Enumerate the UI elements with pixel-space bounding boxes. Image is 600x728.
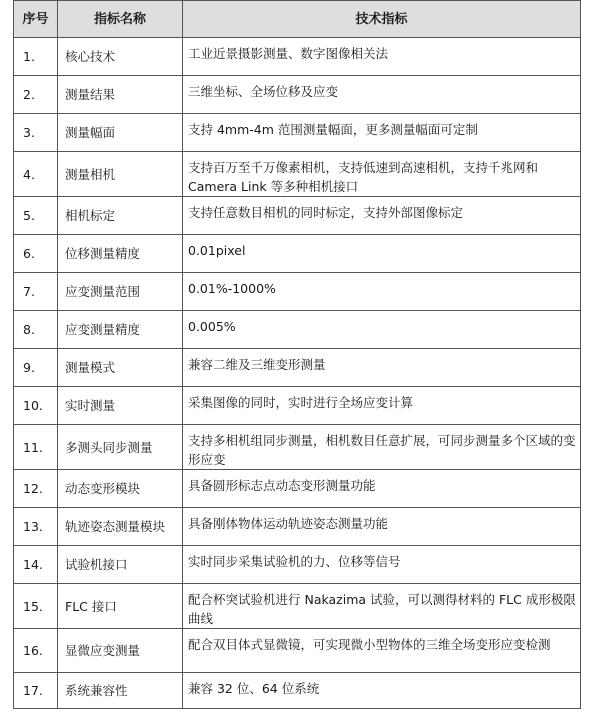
header-name: 指标名称 — [58, 1, 183, 38]
spec-table — [13, 0, 581, 709]
row-value: 兼容 32 位、64 位系统 — [183, 673, 581, 709]
row-number: 8. — [14, 311, 58, 349]
row-value: 支持多相机组同步测量，相机数目任意扩展，可同步测量多个区域的变形应变 — [183, 425, 581, 470]
row-name: 测量幅面 — [58, 114, 183, 152]
row-name: 测量结果 — [58, 76, 183, 114]
row-name: 测量相机 — [58, 152, 183, 197]
row-number: 2. — [14, 76, 58, 114]
row-value: 采集图像的同时，实时进行全场应变计算 — [183, 387, 581, 425]
row-name: FLC 接口 — [58, 584, 183, 629]
row-name: 多测头同步测量 — [58, 425, 183, 470]
row-number: 17. — [14, 673, 58, 709]
row-value: 配合杯突试验机进行 Nakazima 试验，可以测得材料的 FLC 成形极限曲线 — [183, 584, 581, 629]
row-value: 0.01%-1000% — [183, 273, 581, 311]
table-row — [14, 470, 581, 508]
row-name: 显微应变测量 — [58, 629, 183, 673]
table-row — [14, 235, 581, 273]
row-number: 5. — [14, 197, 58, 235]
table-row — [14, 38, 581, 76]
table-row — [14, 629, 581, 673]
row-value: 配合双目体式显微镜，可实现微小型物体的三维全场变形应变检测 — [183, 629, 581, 673]
row-name: 轨迹姿态测量模块 — [58, 508, 183, 546]
row-value: 兼容二维及三维变形测量 — [183, 349, 581, 387]
row-number: 14. — [14, 546, 58, 584]
header-no: 序号 — [14, 1, 58, 38]
row-value: 支持 4mm-4m 范围测量幅面，更多测量幅面可定制 — [183, 114, 581, 152]
row-number: 10. — [14, 387, 58, 425]
table-row — [14, 114, 581, 152]
row-number: 3. — [14, 114, 58, 152]
row-name: 实时测量 — [58, 387, 183, 425]
table-row — [14, 349, 581, 387]
row-name: 应变测量精度 — [58, 311, 183, 349]
row-name: 测量模式 — [58, 349, 183, 387]
row-number: 6. — [14, 235, 58, 273]
table-row — [14, 197, 581, 235]
row-name: 动态变形模块 — [58, 470, 183, 508]
row-number: 12. — [14, 470, 58, 508]
row-name: 核心技术 — [58, 38, 183, 76]
table-row — [14, 546, 581, 584]
row-name: 位移测量精度 — [58, 235, 183, 273]
row-number: 4. — [14, 152, 58, 197]
table-row — [14, 387, 581, 425]
row-name: 相机标定 — [58, 197, 183, 235]
table-row — [14, 76, 581, 114]
row-number: 1. — [14, 38, 58, 76]
row-value: 具备刚体物体运动轨迹姿态测量功能 — [183, 508, 581, 546]
table-row — [14, 425, 581, 470]
table-row — [14, 584, 581, 629]
table-row — [14, 673, 581, 709]
table-row — [14, 311, 581, 349]
table-row — [14, 152, 581, 197]
row-number: 11. — [14, 425, 58, 470]
row-value: 0.005% — [183, 311, 581, 349]
row-value: 工业近景摄影测量、数字图像相关法 — [183, 38, 581, 76]
row-name: 系统兼容性 — [58, 673, 183, 709]
row-number: 9. — [14, 349, 58, 387]
row-name: 试验机接口 — [58, 546, 183, 584]
row-value: 三维坐标、全场位移及应变 — [183, 76, 581, 114]
table-row — [14, 273, 581, 311]
row-number: 7. — [14, 273, 58, 311]
table-header-row — [14, 1, 581, 38]
table-row — [14, 508, 581, 546]
row-value: 实时同步采集试验机的力、位移等信号 — [183, 546, 581, 584]
row-number: 16. — [14, 629, 58, 673]
row-value: 支持任意数目相机的同时标定，支持外部图像标定 — [183, 197, 581, 235]
row-number: 15. — [14, 584, 58, 629]
row-value: 支持百万至千万像素相机，支持低速到高速相机，支持千兆网和 Camera Link 等多种相机接口 — [183, 152, 581, 197]
row-name: 应变测量范围 — [58, 273, 183, 311]
header-spec: 技术指标 — [183, 1, 581, 38]
row-number: 13. — [14, 508, 58, 546]
row-value: 0.01pixel — [183, 235, 581, 273]
row-value: 具备圆形标志点动态变形测量功能 — [183, 470, 581, 508]
